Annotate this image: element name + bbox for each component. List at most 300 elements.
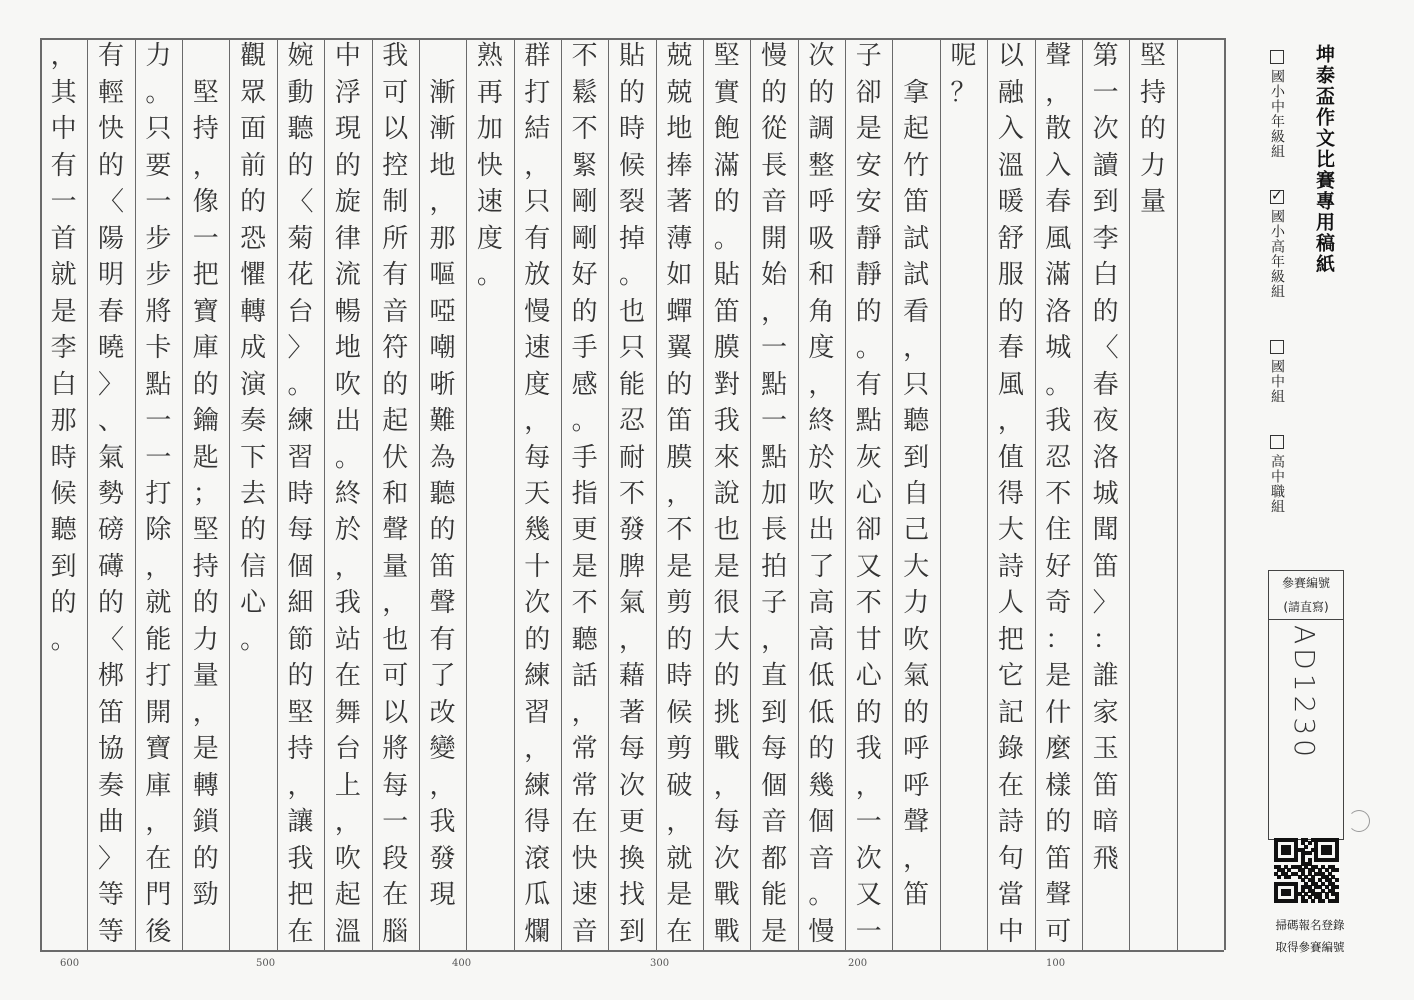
- character-cell: 發: [618, 515, 645, 546]
- qr-module: [1277, 875, 1281, 879]
- category-option-junior-high[interactable]: [1264, 340, 1290, 404]
- character-cell: 我: [429, 807, 456, 838]
- character-cell: 曲: [98, 807, 125, 838]
- character-cell: 細: [287, 588, 314, 619]
- character-cell: 陽: [98, 223, 125, 254]
- character-cell: 洛: [1045, 296, 1072, 327]
- grid-line: [1224, 38, 1226, 950]
- essay-column: [277, 38, 324, 950]
- character-cell: 天: [524, 479, 551, 509]
- character-cell: 速: [476, 187, 503, 218]
- character-cell: 啞: [429, 296, 456, 327]
- character-cell: 不: [1045, 479, 1072, 509]
- character-cell: 個: [808, 807, 835, 838]
- character-cell: 一: [145, 406, 172, 437]
- character-cell: 看: [903, 296, 930, 327]
- character-cell: 符: [382, 333, 409, 364]
- character-cell: ，: [903, 333, 930, 364]
- character-cell: 更: [571, 515, 598, 546]
- character-cell: 能: [761, 880, 788, 911]
- character-cell: 的: [1139, 114, 1166, 145]
- character-cell: 調: [808, 114, 835, 145]
- character-cell: 的: [287, 661, 314, 692]
- character-cell: 城: [1092, 479, 1119, 509]
- character-cell: 度: [808, 333, 835, 364]
- character-cell: 快: [476, 150, 503, 181]
- character-cell: 滾: [524, 843, 551, 874]
- essay-column: [229, 38, 276, 950]
- character-cell: 又: [855, 880, 882, 911]
- character-cell: 手: [571, 333, 598, 364]
- character-cell: 首: [50, 223, 77, 254]
- character-cell: 步: [145, 223, 172, 254]
- character-cell: 很: [713, 588, 740, 619]
- character-cell: 台: [334, 734, 361, 765]
- character-cell: 將: [382, 734, 409, 765]
- character-cell: 直: [761, 661, 788, 692]
- character-cell: ：: [1092, 624, 1119, 655]
- qr-module: [1287, 875, 1291, 879]
- character-cell: 寶: [192, 296, 219, 327]
- character-cell: 。: [571, 406, 598, 437]
- character-cell: 明: [98, 260, 125, 291]
- character-cell: 李: [50, 333, 77, 364]
- character-cell: 的: [287, 150, 314, 181]
- sheet-title: 坤泰盃作文比賽專用稿紙: [1313, 44, 1335, 275]
- character-cell: 更: [618, 807, 645, 838]
- character-cell: 個: [287, 551, 314, 582]
- character-cell: 在: [666, 916, 693, 947]
- character-cell: 家: [1092, 697, 1119, 728]
- character-cell: 力: [1139, 150, 1166, 181]
- character-cell: 風: [1045, 223, 1072, 254]
- character-cell: 卻: [855, 77, 882, 108]
- character-cell: ，: [618, 624, 645, 655]
- character-cell: ，: [666, 479, 693, 509]
- character-cell: 服: [997, 260, 1024, 291]
- character-cell: 的: [524, 624, 551, 655]
- character-cell: 力: [145, 41, 172, 72]
- character-cell: ，: [1045, 77, 1072, 108]
- character-cell: 拿: [903, 77, 930, 108]
- character-cell: 低: [808, 697, 835, 728]
- character-cell: ，: [761, 624, 788, 655]
- scale-mark: 600: [60, 958, 80, 969]
- character-cell: ，: [761, 296, 788, 327]
- character-cell: 上: [334, 770, 361, 801]
- essay-column: [182, 38, 229, 950]
- character-cell: 〈: [287, 187, 314, 218]
- character-cell: 暖: [997, 187, 1024, 218]
- character-cell: 始: [761, 260, 788, 291]
- character-cell: 能: [145, 624, 172, 655]
- character-cell: 的: [855, 697, 882, 728]
- character-cell: 奏: [98, 770, 125, 801]
- character-cell: 音: [571, 916, 598, 947]
- character-cell: 的: [855, 296, 882, 327]
- scale-mark: 200: [848, 958, 868, 969]
- character-cell: 在: [287, 916, 314, 947]
- character-cell: 不: [855, 588, 882, 619]
- character-cell: 鬆: [571, 77, 598, 108]
- essay-column: [561, 38, 608, 950]
- character-cell: 所: [382, 223, 409, 254]
- character-cell: 聲: [1045, 41, 1072, 72]
- character-cell: 練: [287, 406, 314, 437]
- character-cell: 習: [287, 442, 314, 473]
- character-cell: 就: [666, 843, 693, 874]
- character-cell: 可: [1045, 916, 1072, 947]
- character-cell: 子: [855, 41, 882, 72]
- character-cell: 吹: [903, 624, 930, 655]
- character-cell: 次: [808, 41, 835, 72]
- checkbox-icon[interactable]: [1270, 50, 1284, 64]
- character-cell: 是: [192, 734, 219, 765]
- character-cell: 是: [666, 880, 693, 911]
- character-cell: 溫: [334, 916, 361, 947]
- checkbox-icon[interactable]: [1270, 435, 1284, 449]
- character-cell: 夜: [1092, 406, 1119, 437]
- character-cell: 洛: [1092, 442, 1119, 473]
- character-cell: 的: [192, 843, 219, 874]
- character-cell: 人: [997, 588, 1024, 619]
- character-cell: 一: [1092, 77, 1119, 108]
- character-cell: 練: [524, 661, 551, 692]
- essay-column: [892, 38, 939, 950]
- character-cell: 的: [382, 369, 409, 400]
- character-cell: 值: [997, 442, 1024, 473]
- character-cell: 有: [98, 41, 125, 72]
- character-cell: 起: [334, 880, 361, 911]
- character-cell: 終: [808, 406, 835, 437]
- character-cell: 堅: [192, 515, 219, 546]
- scale-mark: 400: [452, 958, 472, 969]
- character-cell: 大: [903, 551, 930, 582]
- character-cell: 融: [997, 77, 1024, 108]
- character-cell: 堅: [192, 77, 219, 108]
- character-cell: 轉: [240, 296, 267, 327]
- character-cell: 候: [50, 479, 77, 509]
- character-cell: 不: [571, 588, 598, 619]
- character-cell: 勁: [192, 880, 219, 911]
- character-cell: 。: [808, 880, 835, 911]
- character-cell: 把: [192, 260, 219, 291]
- character-cell: 也: [382, 624, 409, 655]
- character-cell: 。: [145, 77, 172, 108]
- character-cell: [419, 38, 466, 74]
- character-cell: 群: [524, 41, 551, 72]
- category-label: 國中組: [1269, 359, 1285, 404]
- character-cell: 的: [98, 150, 125, 181]
- category-option-middle-elementary[interactable]: [1264, 50, 1290, 159]
- character-cell: 點: [145, 369, 172, 400]
- character-cell: 暢: [334, 296, 361, 327]
- character-cell: 什: [1045, 697, 1072, 728]
- character-cell: 幾: [524, 515, 551, 546]
- character-cell: 起: [903, 114, 930, 145]
- character-cell: 發: [429, 843, 456, 874]
- character-cell: 熟: [476, 41, 503, 72]
- character-cell: 的: [334, 150, 361, 181]
- character-cell: 次: [855, 843, 882, 874]
- character-cell: 試: [903, 260, 930, 291]
- character-cell: 其: [50, 77, 77, 108]
- character-cell: 力: [192, 624, 219, 655]
- character-cell: 一: [50, 187, 77, 218]
- character-cell: 找: [618, 880, 645, 911]
- character-cell: 慢: [524, 296, 551, 327]
- qr-caption: 掃碼報名登錄 取得參賽編號: [1275, 918, 1345, 954]
- entry-number-label: 參賽編號 (請直寫): [1269, 571, 1343, 620]
- character-cell: 放: [524, 260, 551, 291]
- character-cell: ，: [713, 770, 740, 801]
- character-cell: 到: [761, 697, 788, 728]
- character-cell: 每: [761, 734, 788, 765]
- character-cell: 掉: [618, 223, 645, 254]
- character-cell: [892, 38, 939, 74]
- character-cell: 春: [98, 296, 125, 327]
- character-cell: 忍: [618, 406, 645, 437]
- character-cell: 只: [618, 333, 645, 364]
- character-cell: 裂: [618, 187, 645, 218]
- essay-column: [466, 38, 513, 950]
- character-cell: 門: [145, 880, 172, 911]
- category-option-senior-high[interactable]: [1264, 435, 1290, 514]
- essay-column: [798, 38, 845, 950]
- character-cell: 〉: [287, 333, 314, 364]
- character-cell: 高: [808, 588, 835, 619]
- character-cell: 翼: [666, 333, 693, 364]
- character-cell: 句: [997, 843, 1024, 874]
- character-cell: 寶: [145, 734, 172, 765]
- character-cell: 持: [1139, 77, 1166, 108]
- character-cell: 〈: [1092, 333, 1119, 364]
- character-cell: 腦: [382, 916, 409, 947]
- character-cell: 氣: [618, 588, 645, 619]
- character-cell: 角: [808, 296, 835, 327]
- character-cell: 在: [571, 807, 598, 838]
- character-cell: 等: [98, 880, 125, 911]
- essay-column: [1177, 38, 1224, 950]
- character-cell: 現: [429, 880, 456, 911]
- character-cell: 溫: [997, 150, 1024, 181]
- qr-module: [1287, 851, 1291, 855]
- character-cell: 難: [429, 406, 456, 437]
- character-cell: 的: [761, 77, 788, 108]
- character-cell: 哳: [429, 369, 456, 400]
- character-cell: 眾: [240, 77, 267, 108]
- character-count-scale: [0, 958, 1224, 978]
- character-cell: 讓: [287, 807, 314, 838]
- character-cell: 戰: [713, 734, 740, 765]
- character-cell: 都: [761, 843, 788, 874]
- character-cell: 是: [761, 916, 788, 947]
- character-cell: 白: [1092, 260, 1119, 291]
- character-cell: 了: [808, 551, 835, 582]
- character-cell: 次: [713, 843, 740, 874]
- character-cell: 持: [192, 114, 219, 145]
- character-cell: 中: [334, 41, 361, 72]
- category-option-upper-elementary[interactable]: [1264, 190, 1290, 299]
- character-cell: 是: [50, 296, 77, 327]
- manuscript-grid: [40, 38, 1224, 950]
- character-cell: 聽: [287, 114, 314, 145]
- character-cell: 笛: [1045, 843, 1072, 874]
- character-cell: 聲: [903, 807, 930, 838]
- character-cell: 開: [145, 697, 172, 728]
- character-cell: 的: [240, 515, 267, 546]
- character-cell: 可: [382, 661, 409, 692]
- character-cell: 打: [524, 77, 551, 108]
- qr-module: [1294, 899, 1298, 903]
- character-cell: 好: [1045, 551, 1072, 582]
- character-cell: 的: [997, 296, 1024, 327]
- character-cell: 漸: [429, 114, 456, 145]
- qr-code-icon[interactable]: [1274, 838, 1338, 902]
- character-cell: 聞: [1092, 515, 1119, 546]
- character-cell: 藉: [618, 661, 645, 692]
- character-cell: 到: [618, 916, 645, 947]
- character-cell: 候: [666, 697, 693, 728]
- character-cell: 恐: [240, 223, 267, 254]
- character-cell: 吹: [808, 479, 835, 509]
- character-cell: 心: [240, 588, 267, 619]
- entry-number-value: AD1230: [1288, 625, 1321, 761]
- character-cell: ，: [666, 807, 693, 838]
- character-cell: 一: [761, 406, 788, 437]
- character-cell: 好: [571, 260, 598, 291]
- character-cell: 的: [903, 697, 930, 728]
- character-cell: 就: [50, 260, 77, 291]
- character-cell: 磅: [98, 515, 125, 546]
- character-cell: 我: [382, 41, 409, 72]
- character-cell: 大: [713, 624, 740, 655]
- qr-module: [1294, 858, 1298, 862]
- character-cell: 下: [240, 442, 267, 473]
- character-cell: 暗: [1092, 807, 1119, 838]
- character-cell: 李: [1092, 223, 1119, 254]
- character-cell: 聽: [903, 406, 930, 437]
- character-cell: 於: [334, 515, 361, 546]
- character-cell: 詩: [997, 551, 1024, 582]
- character-cell: 有: [382, 260, 409, 291]
- character-cell: 鎖: [192, 807, 219, 838]
- character-cell: 散: [1045, 114, 1072, 145]
- character-cell: 中: [50, 114, 77, 145]
- character-cell: 笛: [98, 697, 125, 728]
- character-cell: 一: [192, 223, 219, 254]
- character-cell: 笛: [903, 880, 930, 911]
- qr-module: [1311, 899, 1315, 903]
- character-cell: 竹: [903, 150, 930, 181]
- character-cell: 薄: [666, 223, 693, 254]
- character-cell: 滿: [713, 150, 740, 181]
- character-cell: 速: [571, 880, 598, 911]
- character-cell: 控: [382, 150, 409, 181]
- character-cell: 聽: [429, 479, 456, 509]
- character-cell: 甘: [855, 624, 882, 655]
- character-cell: 到: [903, 442, 930, 473]
- essay-column: [608, 38, 655, 950]
- character-cell: 梆: [98, 661, 125, 692]
- character-cell: 笛: [429, 551, 456, 582]
- character-cell: 是: [666, 551, 693, 582]
- character-cell: 剪: [666, 588, 693, 619]
- character-cell: 為: [429, 442, 456, 473]
- character-cell: 呼: [903, 734, 930, 765]
- character-cell: 吸: [808, 223, 835, 254]
- character-cell: 制: [382, 187, 409, 218]
- checkbox-icon[interactable]: [1270, 340, 1284, 354]
- character-cell: ，: [429, 770, 456, 801]
- entry-number-box[interactable]: [1268, 570, 1344, 840]
- character-cell: 己: [903, 515, 930, 546]
- character-cell: 〈: [98, 624, 125, 655]
- character-cell: 吹: [334, 843, 361, 874]
- character-cell: 次: [618, 770, 645, 801]
- character-cell: 戰: [713, 916, 740, 947]
- character-cell: 拍: [761, 551, 788, 582]
- character-cell: 十: [524, 551, 551, 582]
- character-cell: 改: [429, 697, 456, 728]
- essay-column: [40, 38, 87, 950]
- character-cell: 一: [855, 916, 882, 947]
- character-cell: 節: [287, 624, 314, 655]
- character-cell: 長: [761, 515, 788, 546]
- character-cell: 堅: [1139, 41, 1166, 72]
- character-cell: 要: [145, 150, 172, 181]
- character-cell: 長: [761, 150, 788, 181]
- character-cell: 的: [618, 77, 645, 108]
- character-cell: 如: [666, 260, 693, 291]
- character-cell: 地: [429, 150, 456, 181]
- character-cell: 台: [287, 296, 314, 327]
- character-cell: 緊: [571, 150, 598, 181]
- character-cell: 入: [997, 114, 1024, 145]
- character-cell: ，: [192, 697, 219, 728]
- essay-column: [514, 38, 561, 950]
- character-cell: 婉: [287, 41, 314, 72]
- character-cell: 笛: [1092, 770, 1119, 801]
- character-cell: ，: [192, 150, 219, 181]
- character-cell: 剛: [571, 223, 598, 254]
- character-cell: 笛: [1092, 551, 1119, 582]
- character-cell: 習: [524, 697, 551, 728]
- character-cell: 剛: [571, 187, 598, 218]
- character-cell: 音: [808, 843, 835, 874]
- checked-checkbox-icon[interactable]: ✓: [1271, 188, 1283, 204]
- character-cell: 白: [50, 369, 77, 400]
- character-cell: 的: [666, 369, 693, 400]
- character-cell: 以: [997, 41, 1024, 72]
- essay-column: [987, 38, 1034, 950]
- character-cell: 。: [287, 369, 314, 400]
- character-cell: 加: [476, 114, 503, 145]
- character-cell: 演: [240, 369, 267, 400]
- character-cell: 快: [98, 114, 125, 145]
- character-cell: 律: [334, 223, 361, 254]
- character-cell: 讀: [1092, 150, 1119, 181]
- character-cell: 聲: [382, 515, 409, 546]
- character-cell: 輕: [98, 77, 125, 108]
- essay-column: [324, 38, 371, 950]
- character-cell: 菊: [287, 223, 314, 254]
- character-cell: 脾: [618, 551, 645, 582]
- character-cell: 的: [713, 661, 740, 692]
- character-cell: 步: [145, 260, 172, 291]
- character-cell: 氣: [98, 442, 125, 473]
- character-cell: 呼: [903, 770, 930, 801]
